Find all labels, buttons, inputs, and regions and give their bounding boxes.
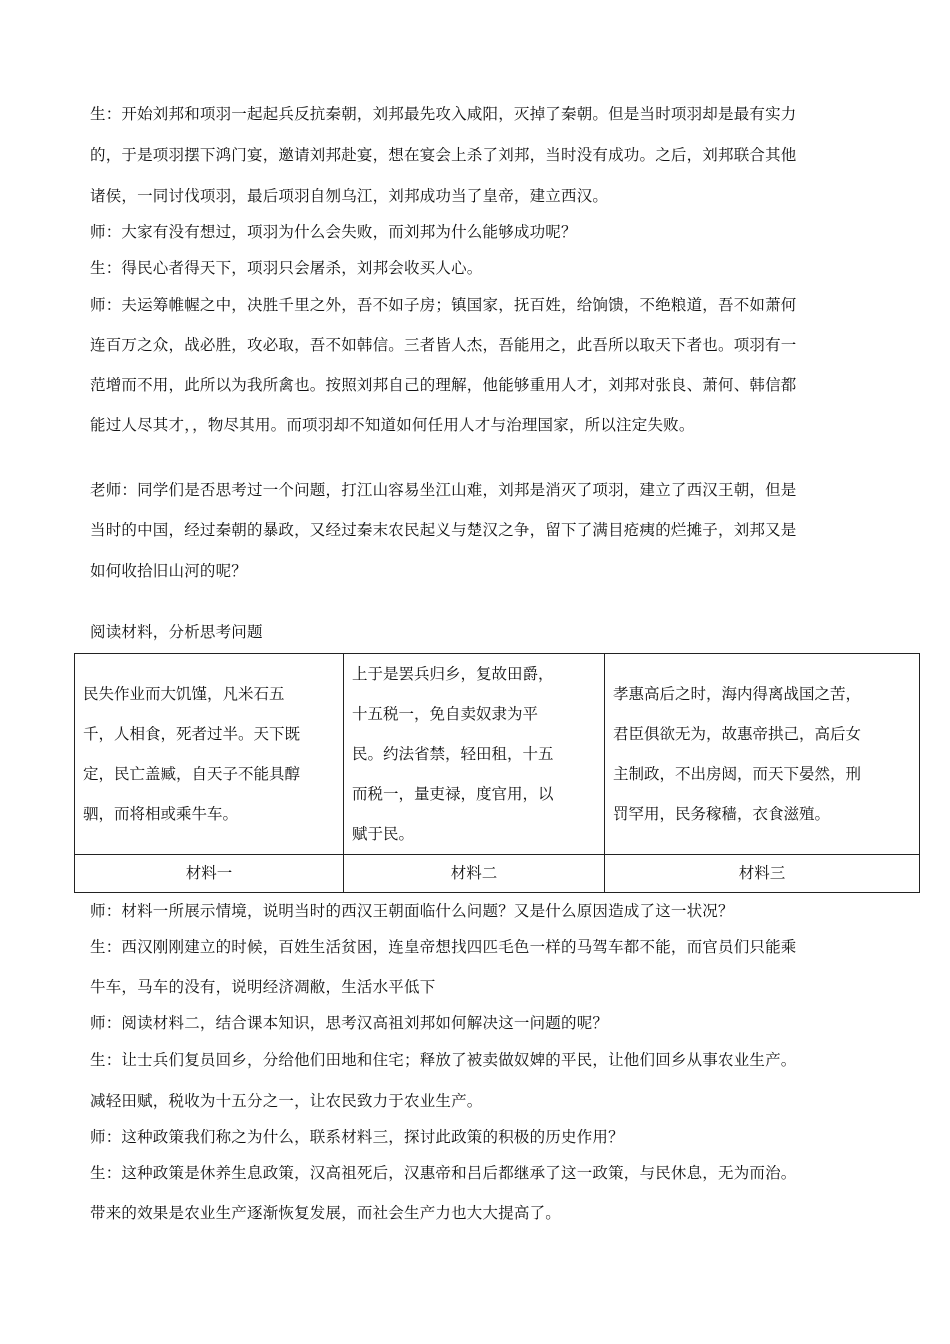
material2-line: 赋于民。 xyxy=(352,825,415,843)
material3-line: 罚罕用，民务稼穑，衣食滋殖。 xyxy=(613,805,831,823)
table-row xyxy=(75,855,920,893)
text-line: 带来的效果是农业生产逐渐恢复发展，而社会生产力也大大提高了。 xyxy=(90,1204,562,1222)
material3-line: 君臣俱欲无为，故惠帝拱己，高后女 xyxy=(613,725,862,743)
text-line: 生：让士兵们复员回乡，分给他们田地和住宅；释放了被卖做奴婢的平民，让他们回乡从事农业生产。 xyxy=(90,1051,797,1069)
material3-line: 主制政，不出房闼，而天下晏然，刑 xyxy=(613,765,862,783)
material1-cell xyxy=(75,654,344,855)
material1-label: 材料一 xyxy=(75,855,344,893)
material1-line: 定，民亡盖臧，自天子不能具醇 xyxy=(83,765,301,783)
text-line: 当时的中国，经过秦朝的暴政，又经过秦末农民起义与楚汉之争，留下了满目疮痍的烂摊子，刘邦又是 xyxy=(90,521,797,539)
text-line: 师：夫运筹帷幄之中，决胜千里之外，吾不如子房；镇国家，抚百姓，给饷馈，不绝粮道，吾不如萧何 xyxy=(90,296,797,314)
text-line: 师：这种政策我们称之为什么，联系材料三，探讨此政策的积极的历史作用？ xyxy=(90,1128,624,1146)
material1-line: 驷，而将相或乘牛车。 xyxy=(83,805,239,823)
text-line: 能过人尽其才，，物尽其用。而项羽却不知道如何任用人才与治理国家，所以注定失败。 xyxy=(90,416,695,434)
text-line: 师：材料一所展示情境，说明当时的西汉王朝面临什么问题？又是什么原因造成了这一状况？ xyxy=(90,902,734,920)
text-line: 如何收拾旧山河的呢？ xyxy=(90,562,248,580)
material2-label: 材料二 xyxy=(344,855,605,893)
text-line: 减轻田赋，税收为十五分之一，让农民致力于农业生产。 xyxy=(90,1092,483,1110)
text-line: 师：大家有没有想过，项羽为什么会失败，而刘邦为什么能够成功呢？ xyxy=(90,223,577,241)
table-row xyxy=(75,654,920,855)
material2-cell xyxy=(344,654,605,855)
text-line: 老师：同学们是否思考过一个问题，打江山容易坐江山难，刘邦是消灭了项羽，建立了西汉王朝，但是 xyxy=(90,481,797,499)
material2-line: 上于是罢兵归乡，复故田爵， xyxy=(352,665,554,683)
material2-line: 而税一，量吏禄，度官用，以 xyxy=(352,785,554,803)
text-line: 连百万之众，战必胜，攻必取，吾不如韩信。三者皆人杰，吾能用之，此吾所以取天下者也。项羽有一 xyxy=(90,336,797,354)
material2-line: 十五税一，免自卖奴隶为平 xyxy=(352,705,539,723)
material1-line: 千，人相食，死者过半。天下既 xyxy=(83,725,301,743)
text-line: 范增而不用，此所以为我所禽也。按照刘邦自己的理解，他能够重用人才，刘邦对张良、萧何、韩信都 xyxy=(90,376,797,394)
material2-line: 民。约法省禁，轻田租，十五 xyxy=(352,745,554,763)
text-line: 生：得民心者得天下，项羽只会屠杀，刘邦会收买人心。 xyxy=(90,259,483,277)
table-intro: 阅读材料，分析思考问题 xyxy=(90,623,263,641)
text-line: 诸侯，一同讨伐项羽，最后项羽自刎乌江，刘邦成功当了皇帝，建立西汉。 xyxy=(90,187,609,205)
material3-line: 孝惠高后之时，海内得离战国之苦， xyxy=(613,685,862,703)
material3-label: 材料三 xyxy=(605,855,920,893)
text-line: 师：阅读材料二，结合课本知识，思考汉高祖刘邦如何解决这一问题的呢？ xyxy=(90,1014,609,1032)
text-line: 生：这种政策是休养生息政策，汉高祖死后，汉惠帝和吕后都继承了这一政策，与民休息，无为而治。 xyxy=(90,1164,797,1182)
text-line: 牛车，马车的没有，说明经济凋敝，生活水平低下 xyxy=(90,978,436,996)
material3-cell xyxy=(605,654,920,855)
materials-table xyxy=(74,653,920,893)
text-line: 的，于是项羽摆下鸿门宴，邀请刘邦赴宴，想在宴会上杀了刘邦，当时没有成功。之后，刘邦联合其他 xyxy=(90,146,797,164)
text-line: 生：西汉刚刚建立的时候，百姓生活贫困，连皇帝想找四匹毛色一样的马驾车都不能，而官员们只能乘 xyxy=(90,938,797,956)
material1-line: 民失作业而大饥馑，凡米石五 xyxy=(83,685,285,703)
text-line: 生：开始刘邦和项羽一起起兵反抗秦朝，刘邦最先攻入咸阳，灭掉了秦朝。但是当时项羽却是最有实力 xyxy=(90,105,797,123)
